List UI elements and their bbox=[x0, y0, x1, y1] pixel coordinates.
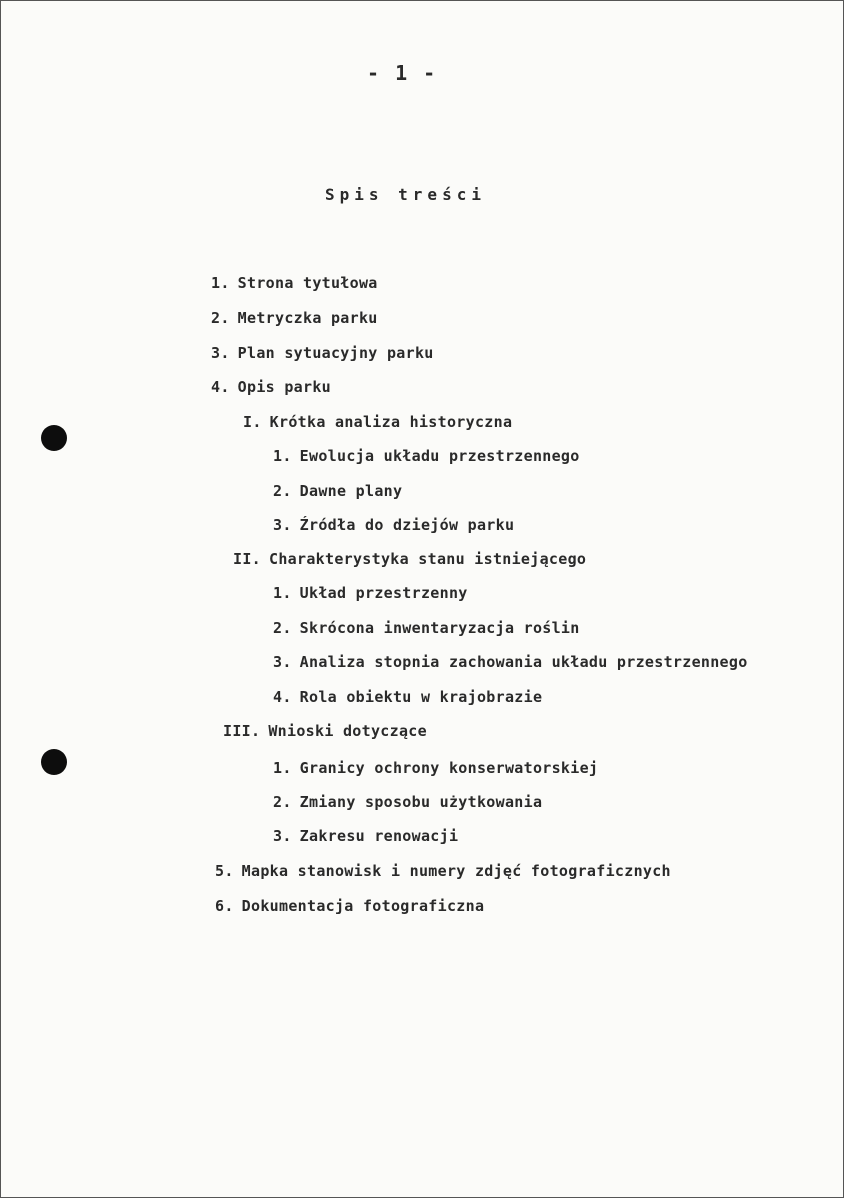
toc-item-number: 3. bbox=[273, 653, 292, 671]
toc-item-text: Opis parku bbox=[237, 378, 331, 396]
toc-item-text: Zmiany sposobu użytkowania bbox=[299, 793, 543, 811]
toc-item-number: II. bbox=[233, 550, 261, 568]
toc-item-text: Mapka stanowisk i numery zdjęć fotograficznych bbox=[241, 862, 671, 880]
toc-item-text: Granicy ochrony konserwatorskiej bbox=[299, 759, 599, 777]
toc-subitem bbox=[273, 619, 580, 637]
toc-item-text: Ewolucja układu przestrzennego bbox=[299, 447, 580, 465]
toc-item-text: Dawne plany bbox=[299, 482, 403, 500]
toc-subsection bbox=[243, 413, 512, 431]
toc-item-text: Dokumentacja fotograficzna bbox=[241, 897, 485, 915]
toc-item-text: Zakresu renowacji bbox=[299, 827, 459, 845]
toc-item-number: 4. bbox=[273, 688, 292, 706]
toc-item bbox=[211, 344, 434, 362]
toc-item-number: 3. bbox=[273, 516, 292, 534]
toc-subitem bbox=[273, 447, 580, 465]
toc-item-number: 2. bbox=[273, 482, 292, 500]
toc-item-text: Układ przestrzenny bbox=[299, 584, 468, 602]
toc-item-number: I. bbox=[243, 413, 262, 431]
toc-item-text: Plan sytuacyjny parku bbox=[237, 344, 434, 362]
toc-item-text: Charakterystyka stanu istniejącego bbox=[269, 550, 587, 568]
toc-item-text: Rola obiektu w krajobrazie bbox=[299, 688, 543, 706]
punch-hole-bottom bbox=[41, 749, 67, 775]
toc-item-text: Źródła do dziejów parku bbox=[299, 516, 515, 534]
toc-item-number: 2. bbox=[273, 619, 292, 637]
toc-item-number: 2. bbox=[211, 309, 230, 327]
toc-item-number: 1. bbox=[273, 584, 292, 602]
toc-subitem bbox=[273, 584, 468, 602]
toc-item-text: Strona tytułowa bbox=[237, 274, 378, 292]
toc-subitem bbox=[273, 516, 514, 534]
toc-item-number: 1. bbox=[273, 759, 292, 777]
toc-item-text: Krótka analiza historyczna bbox=[269, 413, 513, 431]
toc-item-number: 4. bbox=[211, 378, 230, 396]
toc-item bbox=[211, 378, 331, 396]
toc-item-number: III. bbox=[223, 722, 261, 740]
toc-item-text: Wnioski dotyczące bbox=[268, 722, 427, 740]
toc-subitem bbox=[273, 827, 458, 845]
toc-item-number: 5. bbox=[215, 862, 234, 880]
toc-item bbox=[215, 862, 671, 880]
toc-item-number: 3. bbox=[211, 344, 230, 362]
toc-item-text: Skrócona inwentaryzacja roślin bbox=[299, 619, 580, 637]
toc-item bbox=[211, 274, 378, 292]
toc-subitem bbox=[273, 653, 748, 671]
toc-item-number: 2. bbox=[273, 793, 292, 811]
toc-item bbox=[211, 309, 378, 327]
toc-subitem bbox=[273, 793, 542, 811]
toc-subsection bbox=[223, 722, 427, 740]
toc-subsection bbox=[233, 550, 586, 568]
toc-item-number: 6. bbox=[215, 897, 234, 915]
punch-hole-top bbox=[41, 425, 67, 451]
toc-item-number: 1. bbox=[211, 274, 230, 292]
page-number: - 1 - bbox=[367, 61, 438, 85]
toc-item-number: 1. bbox=[273, 447, 292, 465]
toc-item bbox=[215, 897, 484, 915]
toc-subitem bbox=[273, 688, 542, 706]
toc-subitem bbox=[273, 759, 598, 777]
toc-subitem bbox=[273, 482, 402, 500]
toc-item-number: 3. bbox=[273, 827, 292, 845]
toc-item-text: Metryczka parku bbox=[237, 309, 378, 327]
page-title: Spis treści bbox=[325, 185, 486, 204]
toc-item-text: Analiza stopnia zachowania układu przestrzennego bbox=[299, 653, 748, 671]
